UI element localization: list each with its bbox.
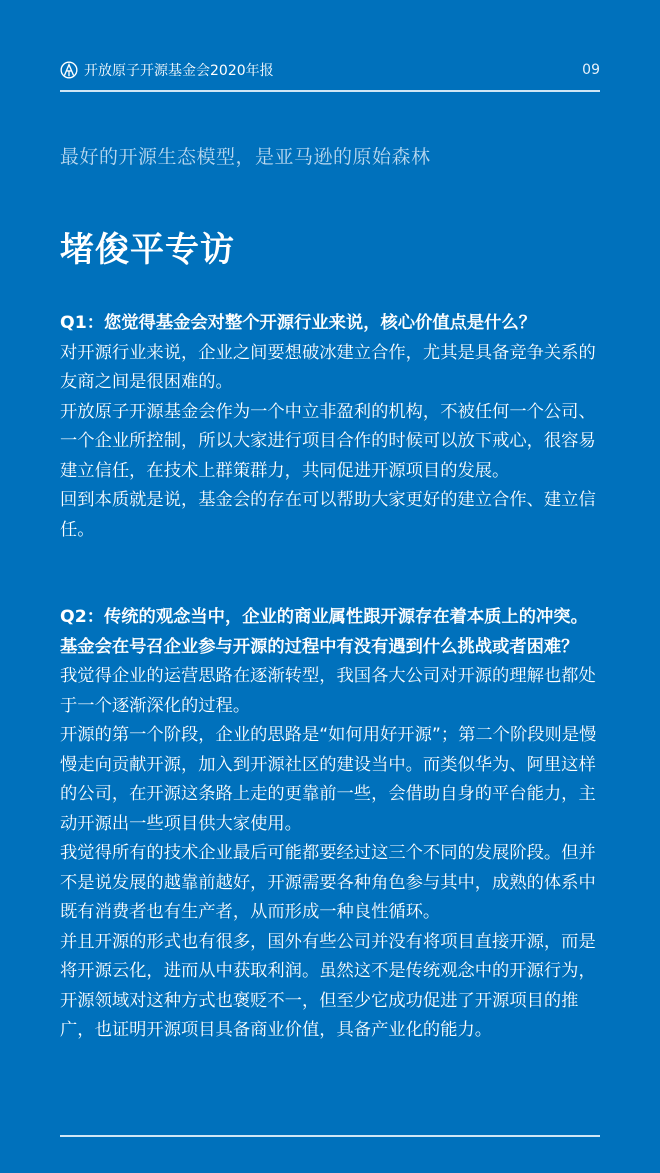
header-divider bbox=[60, 90, 600, 92]
answer-paragraph: 我觉得企业的运营思路在逐渐转型，我国各大公司对开源的理解也都处于一个逐渐深化的过程。 bbox=[60, 666, 596, 716]
answer-paragraph: 开源的第一个阶段，企业的思路是“如何用好开源”；第二个阶段则是慢慢走向贡献开源，加入到开源社区的建设当中。而类似华为、阿里这样的公司，在开源这条路上走的更靠前一些，会借助自身的平台能力，主动开源出一些项目供大家使用。 bbox=[60, 725, 597, 834]
qa-section-1 bbox=[60, 309, 605, 545]
answer-paragraph: 对开源行业来说，企业之间要想破冰建立合作，尤其是具备竞争关系的友商之间是很困难的。 bbox=[60, 342, 596, 392]
footer-divider bbox=[60, 1135, 600, 1137]
answer-paragraph: 回到本质就是说，基金会的存在可以帮助大家更好的建立合作、建立信任。 bbox=[60, 490, 596, 540]
question: Q2：传统的观念当中，企业的商业属性跟开源存在着本质上的冲突。基金会在号召企业参与开源的过程中有没有遇到什么挑战或者困难？ bbox=[60, 607, 588, 657]
subtitle: 最好的开源生态模型，是亚马逊的原始森林 bbox=[60, 146, 431, 168]
answer-paragraph: 并且开源的形式也有很多，国外有些公司并没有将项目直接开源，而是将开源云化，进而从中获取利润。虽然这不是传统观念中的开源行为，开源领域对这种方式也褒贬不一，但至少它成功促进了开源项目的推广，也证明开源项目具备商业价值，具备产业化的能力。 bbox=[60, 931, 596, 1040]
page-title: 堵俊平专访 bbox=[60, 230, 235, 270]
open-atom-logo-icon bbox=[60, 61, 78, 79]
page-number: 09 bbox=[582, 62, 600, 78]
answer-paragraph: 开放原子开源基金会作为一个中立非盈利的机构，不被任何一个公司、一个企业所控制，所以大家进行项目合作的时候可以放下戒心，很容易建立信任，在技术上群策群力，共同促进开源项目的发展。 bbox=[60, 401, 596, 481]
brand bbox=[60, 60, 274, 80]
question: Q1：您觉得基金会对整个开源行业来说，核心价值点是什么？ bbox=[60, 313, 537, 333]
qa-section-2 bbox=[60, 603, 605, 1046]
brand-text: 开放原子开源基金会2020年报 bbox=[84, 63, 274, 79]
page-header bbox=[60, 58, 600, 82]
answer-paragraph: 我觉得所有的技术企业最后可能都要经过这三个不同的发展阶段。但并不是说发展的越靠前越好，开源需要各种角色参与其中，成熟的体系中既有消费者也有生产者，从而形成一种良性循环。 bbox=[60, 843, 596, 922]
